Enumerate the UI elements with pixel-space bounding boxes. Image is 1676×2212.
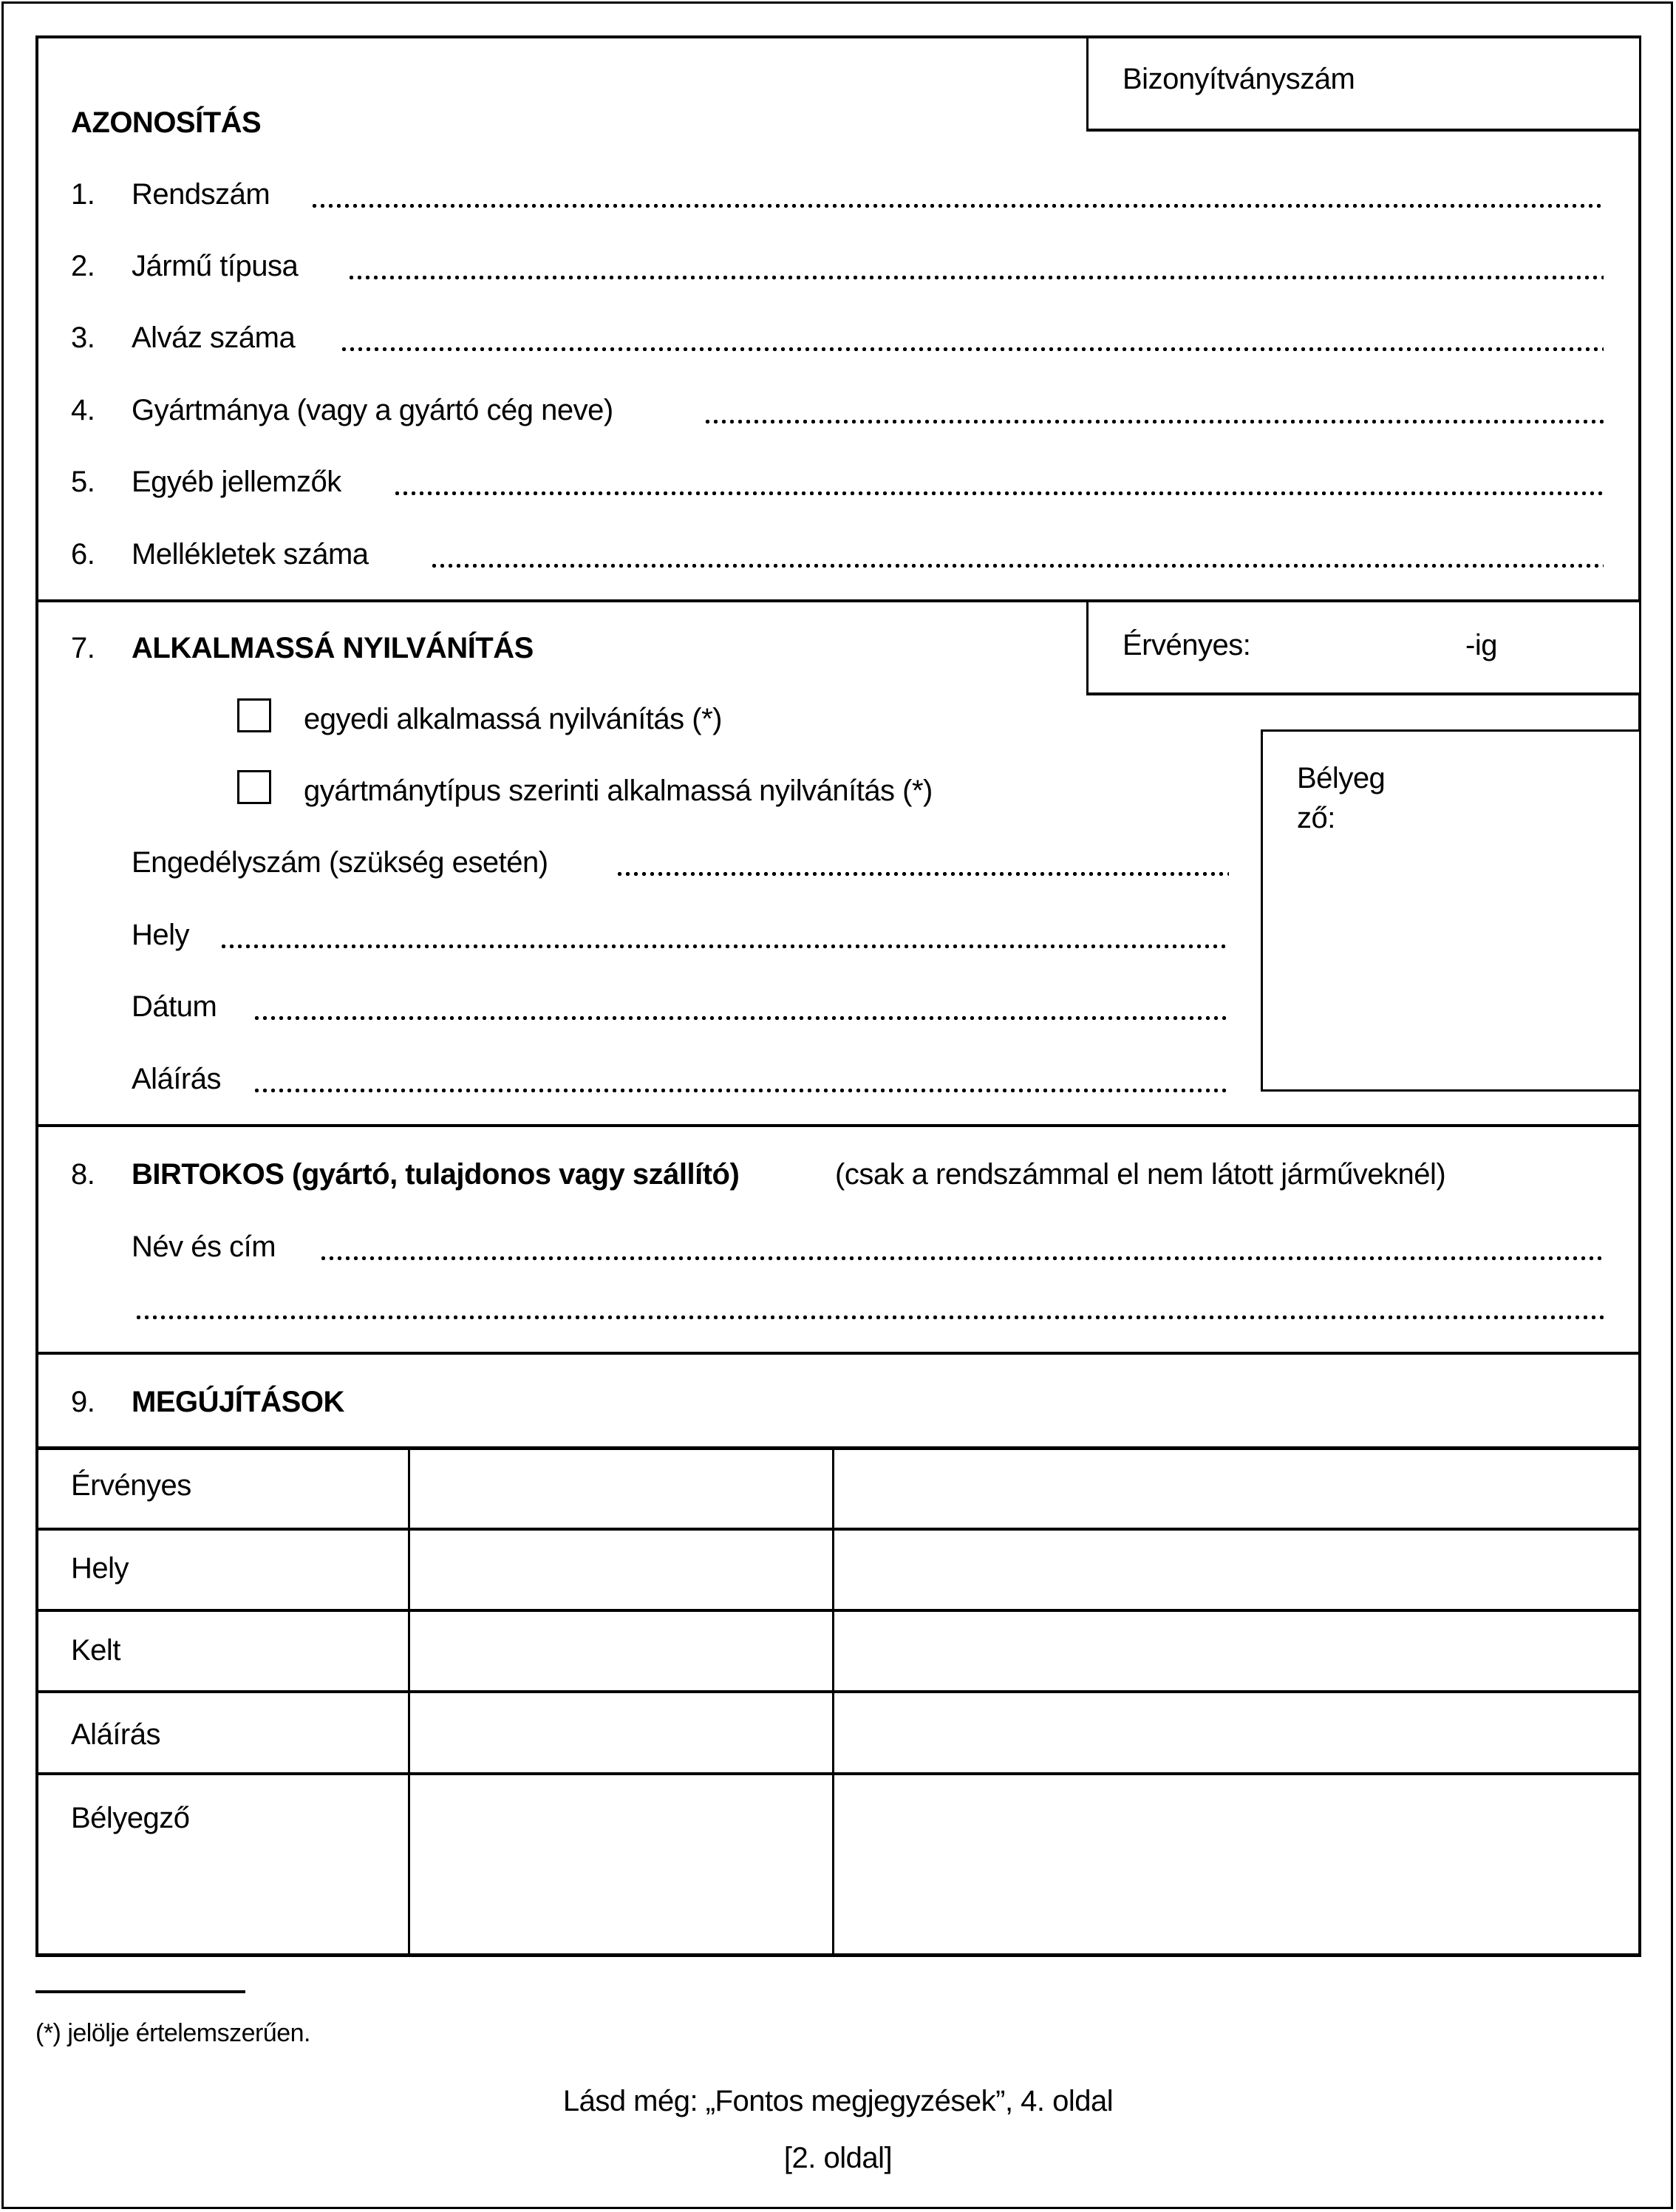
individual-approval-checkbox[interactable] [237,698,271,732]
section-title-identification: AZONOSÍTÁS [71,106,262,139]
renewal-dated-cell-1[interactable] [411,1613,831,1689]
renewal-signature-cell-1[interactable] [411,1694,831,1771]
page-number: [2. oldal] [783,2142,893,2174]
make-field[interactable] [704,420,1604,423]
section-divider [35,1352,1641,1355]
section-divider [35,1124,1641,1127]
footnote-separator [35,1990,245,1993]
table-bottom-border [35,1953,1641,1957]
name-address-label: Név és cím [132,1231,276,1263]
table-row-divider [35,1690,1641,1693]
item-number: 6. [71,538,95,571]
signature-label: Aláírás [132,1063,221,1095]
see-also-note: Lásd még: „Fontos megjegyzések”, 4. oldal [562,2085,1114,2117]
renewal-row-label: Hely [71,1552,129,1585]
type-approval-label: gyártmánytípus szerinti alkalmassá nyilvánítás (*) [304,775,933,807]
footnote: (*) jelölje értelemszerűen. [35,2019,310,2047]
certificate-number-label: Bizonyítványszám [1123,63,1355,95]
table-row-divider [35,1528,1641,1531]
section-title-renewals: MEGÚJÍTÁSOK [132,1386,344,1418]
place-field[interactable] [219,945,1229,948]
signature-field[interactable] [253,1089,1229,1092]
section-number: 7. [71,632,95,664]
renewal-stamp-cell-1[interactable] [411,1776,831,1952]
place-label: Hely [132,919,190,951]
item-number: 5. [71,466,95,498]
stamp-label-line1: Bélyeg [1297,762,1386,794]
type-approval-checkbox[interactable] [237,770,271,804]
table-column-divider [408,1449,410,1956]
date-field[interactable] [253,1016,1229,1020]
renewal-signature-cell-2[interactable] [835,1694,1639,1771]
renewal-place-cell-2[interactable] [835,1531,1639,1608]
renewal-row-label: Aláírás [71,1718,160,1751]
renewal-row-label: Kelt [71,1634,120,1667]
renewal-valid-cell-1[interactable] [411,1450,831,1527]
item-label-vehicle-type: Jármű típusa [132,250,299,282]
renewal-place-cell-1[interactable] [411,1531,831,1608]
chassis-number-field[interactable] [340,347,1604,351]
item-label-registration: Rendszám [132,178,270,211]
section-number: 9. [71,1386,95,1418]
renewal-stamp-cell-2[interactable] [835,1776,1639,1952]
item-label-attachments: Mellékletek száma [132,538,369,571]
permit-number-label: Engedélyszám (szükség esetén) [132,846,548,879]
item-number: 4. [71,394,95,426]
section-title-holder: BIRTOKOS (gyártó, tulajdonos vagy szállító) [132,1158,740,1191]
vehicle-type-field[interactable] [347,276,1604,279]
registration-field[interactable] [310,204,1604,208]
renewal-row-label: Bélyegző [71,1802,190,1834]
renewal-row-label: Érvényes [71,1469,191,1502]
table-column-divider [832,1449,834,1956]
individual-approval-label: egyedi alkalmassá nyilvánítás (*) [304,703,722,735]
name-address-field[interactable] [319,1256,1604,1260]
item-label-chassis-number: Alváz száma [132,321,296,354]
permit-number-field[interactable] [616,872,1229,876]
renewal-valid-cell-2[interactable] [835,1450,1639,1527]
item-number: 1. [71,178,95,211]
name-address-field-line2[interactable] [134,1316,1604,1319]
validity-suffix: -ig [1465,629,1497,661]
validity-label: Érvényes: [1123,629,1251,661]
date-label: Dátum [132,990,217,1023]
renewal-dated-cell-2[interactable] [835,1613,1639,1689]
other-features-field[interactable] [393,491,1604,495]
item-label-other-features: Egyéb jellemzők [132,466,341,498]
item-number: 3. [71,321,95,354]
table-row-divider [35,1772,1641,1775]
section-title-approval: ALKALMASSÁ NYILVÁNÍTÁS [132,632,534,664]
attachments-count-field[interactable] [430,564,1604,568]
section-number: 8. [71,1158,95,1191]
item-label-make: Gyártmánya (vagy a gyártó cég neve) [132,394,613,426]
holder-note: (csak a rendszámmal el nem látott járműveknél) [835,1158,1446,1191]
stamp-label-line2: ző: [1297,802,1335,834]
item-number: 2. [71,250,95,282]
table-row-divider [35,1609,1641,1612]
